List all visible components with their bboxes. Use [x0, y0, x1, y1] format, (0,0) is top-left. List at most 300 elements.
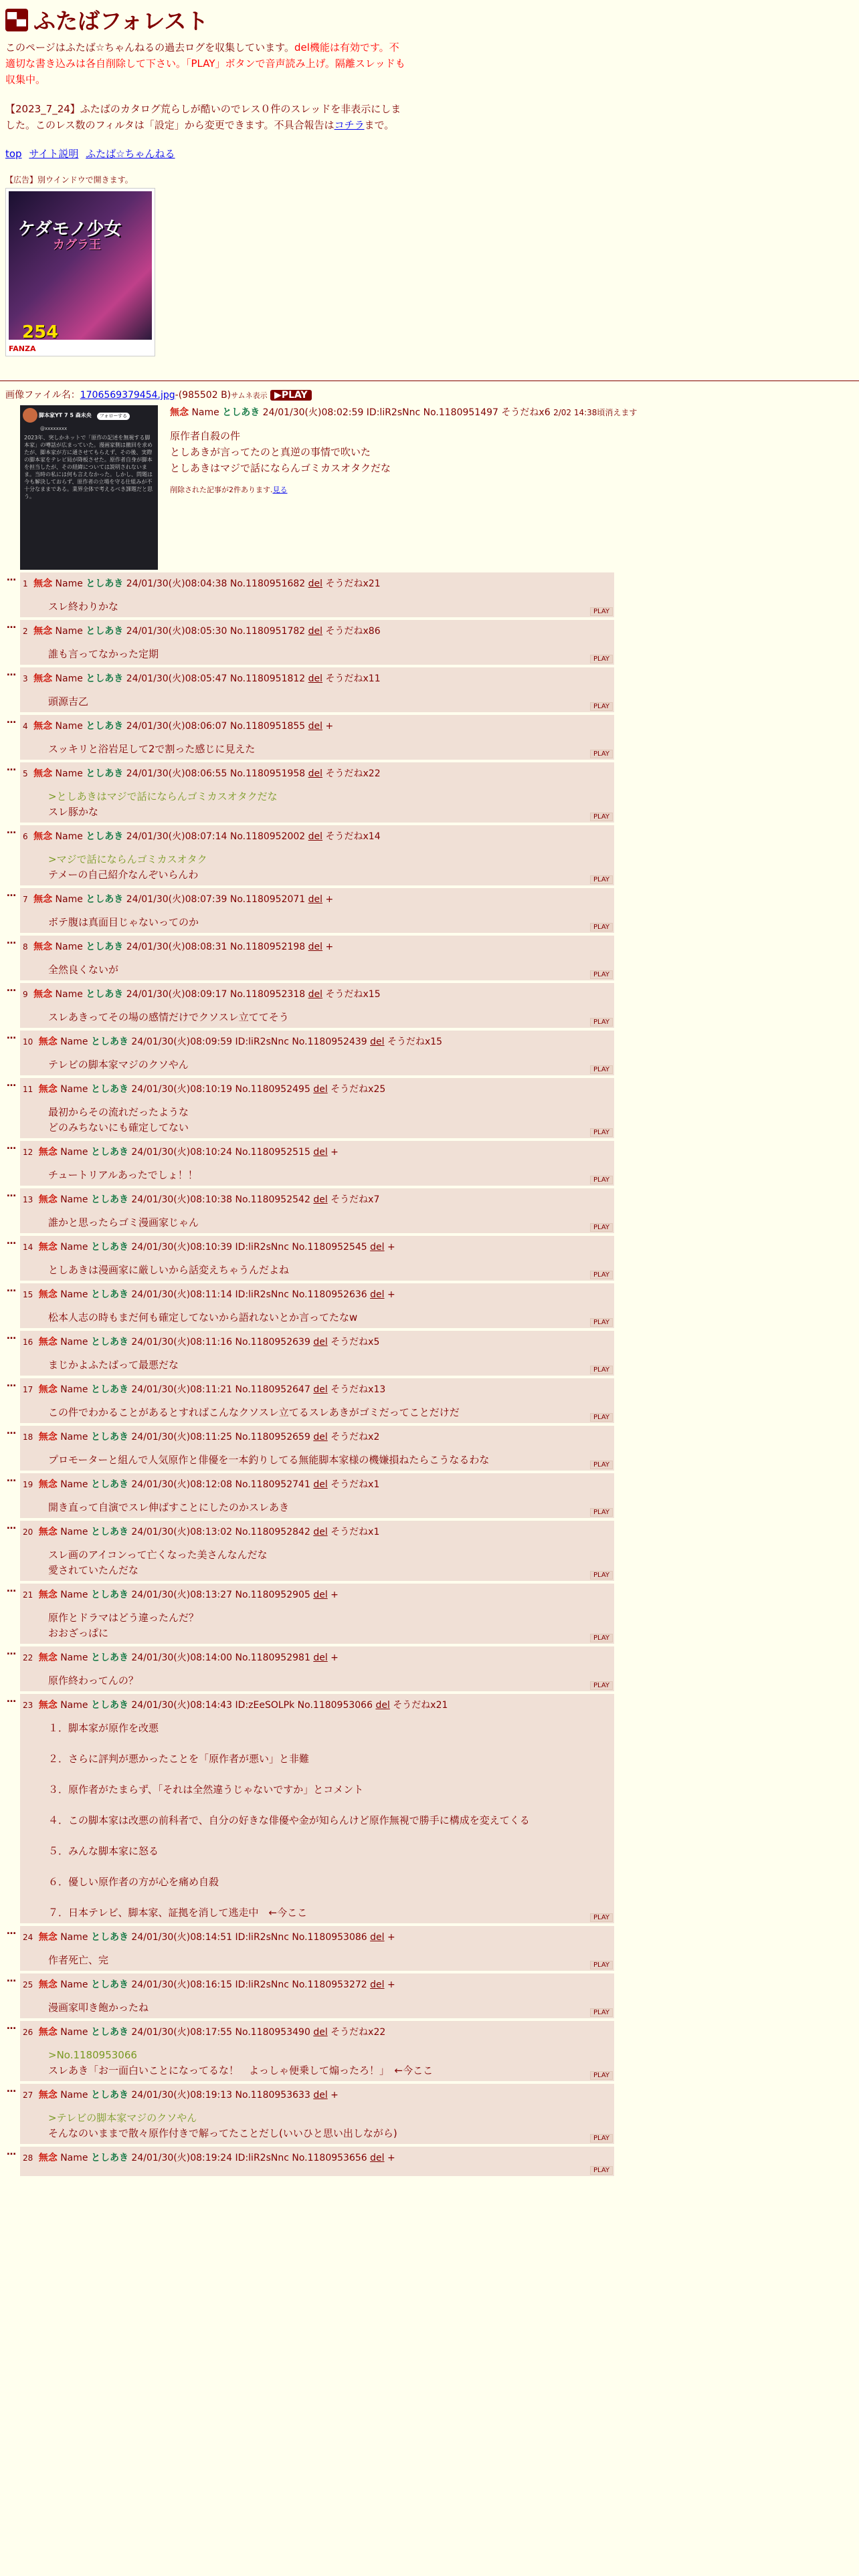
- reply-menu-icon[interactable]: …: [7, 1188, 16, 1199]
- reply-box: [20, 1926, 614, 1971]
- reply-name: としあき: [90, 1590, 128, 1600]
- del-link[interactable]: del: [313, 1590, 328, 1600]
- sodane-button[interactable]: そうだねx1: [330, 1527, 380, 1537]
- reply-menu-icon[interactable]: …: [7, 2021, 16, 2032]
- play-button[interactable]: PLAY: [590, 1271, 613, 1279]
- reply-line: [48, 1890, 614, 1905]
- reply-name-label: Name: [55, 626, 83, 637]
- sodane-button[interactable]: +: [387, 2153, 395, 2163]
- op-play-button[interactable]: ▶PLAY: [270, 390, 312, 401]
- reply-body: [48, 742, 614, 757]
- reply-subject: 無念: [38, 1084, 58, 1095]
- reply-line: 誰も言ってなかった定期: [48, 648, 159, 660]
- deleted-notice: 削除された記事が2件あります.見る: [170, 486, 288, 494]
- del-link[interactable]: del: [308, 578, 323, 589]
- reply-line: 頭源吉乙: [48, 695, 89, 708]
- ad-image[interactable]: [9, 191, 152, 340]
- reply-subject: 無念: [33, 942, 53, 952]
- reply-box: [20, 2147, 614, 2176]
- reply-body: [48, 2048, 614, 2078]
- sodane-button[interactable]: そうだねx15: [387, 1037, 443, 1047]
- reply-meta: 24/01/30(火)08:14:43 ID:zEeSOLPk No.1180953066: [131, 1700, 373, 1711]
- play-button[interactable]: PLAY: [590, 2008, 613, 2017]
- sodane-button[interactable]: +: [325, 942, 334, 952]
- play-button[interactable]: PLAY: [590, 607, 613, 616]
- del-link[interactable]: del: [313, 1432, 328, 1442]
- play-button[interactable]: PLAY: [590, 1571, 613, 1580]
- del-link[interactable]: del: [313, 1147, 328, 1158]
- play-button[interactable]: PLAY: [590, 1318, 613, 1327]
- reply-subject: 無念: [38, 1479, 58, 1490]
- sodane-button[interactable]: そうだねx1: [330, 1479, 380, 1490]
- reply: [7, 1141, 859, 1186]
- reply-name-label: Name: [60, 1700, 88, 1711]
- page-title: ふたばフォレスト: [33, 8, 209, 34]
- reply-name: としあき: [90, 1932, 128, 1943]
- reply-number: 9: [23, 990, 28, 999]
- sodane-button[interactable]: そうだねx21: [325, 578, 381, 589]
- play-button[interactable]: PLAY: [590, 1413, 613, 1422]
- op-sodane[interactable]: そうだねx6: [501, 407, 551, 418]
- intro-text: このページはふたば☆ちゃんねるの過去ログを収集しています。: [5, 41, 294, 53]
- reply: [7, 2084, 859, 2144]
- del-link[interactable]: del: [313, 1652, 328, 1663]
- reply: [7, 762, 859, 823]
- reply: [7, 2021, 859, 2081]
- reply-name-label: Name: [60, 1037, 88, 1047]
- reply-number: 17: [23, 1385, 33, 1394]
- reply-name-label: Name: [60, 1479, 88, 1490]
- play-button[interactable]: PLAY: [590, 1176, 613, 1184]
- sodane-button[interactable]: そうだねx7: [330, 1194, 380, 1205]
- reply-number: 8: [23, 942, 28, 952]
- op-file-link[interactable]: 1706569379454.jpg: [80, 390, 175, 401]
- reply: [7, 888, 859, 933]
- play-button[interactable]: PLAY: [590, 1681, 613, 1690]
- reply-menu-icon[interactable]: …: [7, 825, 16, 836]
- reply-menu-icon[interactable]: …: [7, 715, 16, 726]
- sodane-button[interactable]: そうだねx25: [330, 1084, 386, 1095]
- reply-name-label: Name: [60, 2027, 88, 2038]
- op-line: 原作者自殺の件: [170, 430, 241, 442]
- reply-meta: 24/01/30(火)08:14:51 ID:liR2sNnc No.1180953086: [131, 1932, 367, 1943]
- reply-name-label: Name: [55, 894, 83, 905]
- reply-box: [20, 1078, 614, 1138]
- reply-subject: 無念: [38, 1194, 58, 1205]
- ad-subtitle: カグラ王: [53, 238, 101, 252]
- sodane-button[interactable]: +: [325, 894, 334, 905]
- del-link[interactable]: del: [313, 1337, 328, 1348]
- reply-meta: 24/01/30(火)08:10:38 No.1180952542: [131, 1194, 310, 1205]
- reply-number: 13: [23, 1195, 33, 1204]
- update-text-end: まで。: [364, 119, 395, 131]
- reply-name-label: Name: [60, 1194, 88, 1205]
- reply: [7, 1283, 859, 1328]
- del-link[interactable]: del: [313, 2090, 328, 2101]
- reply-menu-icon[interactable]: …: [7, 1473, 16, 1484]
- op-post: [170, 405, 852, 495]
- sodane-button[interactable]: +: [387, 1289, 395, 1300]
- reply: [7, 2147, 859, 2176]
- reply-meta: 24/01/30(火)08:19:24 ID:liR2sNnc No.1180953656: [131, 2153, 367, 2163]
- del-link[interactable]: del: [313, 1194, 328, 1205]
- reply-name: としあき: [90, 1289, 128, 1300]
- op-text: [170, 428, 852, 476]
- reply: [7, 1646, 859, 1691]
- reply-subject: 無念: [38, 1527, 58, 1537]
- reply: [7, 715, 859, 760]
- reply-number: 28: [23, 2153, 33, 2163]
- reply: [7, 1584, 859, 1644]
- play-button[interactable]: PLAY: [590, 1961, 613, 1969]
- del-link[interactable]: del: [370, 1932, 385, 1943]
- reply-number: 16: [23, 1337, 33, 1347]
- play-button[interactable]: PLAY: [590, 1913, 613, 1922]
- op-thumbnail[interactable]: [20, 405, 158, 570]
- play-button[interactable]: PLAY: [590, 750, 613, 758]
- reply-body: [48, 1010, 614, 1025]
- reply-box: [20, 983, 614, 1028]
- reply-line: 原作終わってんの？: [48, 1675, 138, 1687]
- reply-name: としあき: [90, 1242, 128, 1253]
- reply-line: 松本人志の時もまだ何も確定してないから語れないとか言ってたなw: [48, 1311, 358, 1323]
- nav-futaba-link[interactable]: ふたば☆ちゃんねる: [86, 148, 175, 160]
- reply-meta: 24/01/30(火)08:05:30 No.1180951782: [126, 626, 306, 637]
- sodane-button[interactable]: そうだねx22: [330, 2027, 386, 2038]
- reply-name-label: Name: [60, 1242, 88, 1253]
- reply-menu-icon[interactable]: …: [7, 1646, 16, 1657]
- reply-box: [20, 1378, 614, 1423]
- ad-title: ケダモノ少女: [18, 219, 122, 239]
- sodane-button[interactable]: そうだねx86: [325, 626, 381, 637]
- play-button[interactable]: PLAY: [590, 1634, 613, 1642]
- reply-number: 24: [23, 1933, 33, 1942]
- reply: [7, 1926, 859, 1971]
- sodane-button[interactable]: +: [387, 1242, 395, 1253]
- reply-menu-icon[interactable]: …: [7, 762, 16, 773]
- site-update-note: [5, 101, 407, 133]
- del-link[interactable]: del: [308, 989, 323, 1000]
- nav-top-link[interactable]: top: [5, 148, 22, 160]
- thumb-body-text: 2023年、突しかネットで「原作の記述を無視する脚本家」の噂話が広まっていた。漫画家側は撤回を求めたが、脚本家が方に通させてもらえず、その後、実際の脚本家をテレビ局が降板させた。原作者自身が脚本を担当したが、その経緯については説明されないまま。当時の私には何も言えなかった。しかし、問題は今も解決しておらず、原作者の立場を守る仕組みが不十分なままである。業界全体で考えるべき課題だと思う。: [24, 435, 153, 500]
- del-link[interactable]: del: [313, 1084, 328, 1095]
- reply-name-label: Name: [60, 1979, 88, 1990]
- reply-box: [20, 936, 614, 980]
- reply-line: 全然良くないが: [48, 964, 119, 976]
- reply-box: [20, 1283, 614, 1328]
- intro-notice: del機能は有効です。不適切な書き込みは各自削除して下さい。「PLAY」ボタンで音声読み上げ。隔離スレッドも収集中。: [5, 41, 405, 86]
- reply-subject: 無念: [38, 1590, 58, 1600]
- reply-menu-icon[interactable]: …: [7, 572, 16, 583]
- play-button[interactable]: PLAY: [590, 875, 613, 884]
- sodane-button[interactable]: +: [330, 2090, 339, 2101]
- reply-box: [20, 2084, 614, 2144]
- reply: [7, 983, 859, 1028]
- play-button[interactable]: PLAY: [590, 923, 613, 932]
- reply-menu-icon[interactable]: …: [7, 1141, 16, 1152]
- play-button[interactable]: PLAY: [590, 1461, 613, 1469]
- play-button[interactable]: PLAY: [590, 970, 613, 979]
- reply-quote: >としあきはマジで話にならんゴミカスオタクだな: [48, 790, 278, 802]
- reply-body: [48, 1673, 614, 1689]
- reply-name-label: Name: [55, 768, 83, 779]
- reply-number: 21: [23, 1590, 33, 1600]
- reply-box: [20, 1694, 614, 1923]
- sodane-button[interactable]: そうだねx5: [330, 1337, 380, 1348]
- reply-meta: 24/01/30(火)08:06:07 No.1180951855: [126, 721, 306, 732]
- reply-number: 5: [23, 769, 28, 778]
- reply-box: [20, 1973, 614, 2018]
- sodane-button[interactable]: +: [387, 1932, 395, 1943]
- reply-name: としあき: [90, 1084, 128, 1095]
- play-button[interactable]: PLAY: [590, 2134, 613, 2143]
- reply-line: 愛されていたんだな: [48, 1564, 139, 1576]
- sodane-button[interactable]: +: [330, 1147, 339, 1158]
- reply-line: プロモーターと組んで人気原作と俳優を一本釣りしてる無能脚本家様の機嫌損ねたらこうなるわな: [48, 1454, 490, 1466]
- del-link[interactable]: del: [313, 1384, 328, 1395]
- play-button[interactable]: PLAY: [590, 813, 613, 821]
- board-logo-icon[interactable]: ▀▄: [5, 9, 28, 31]
- reply-subject: 無念: [38, 2153, 58, 2163]
- reply-body: [48, 1263, 614, 1278]
- reply-name: としあき: [86, 626, 124, 637]
- del-link[interactable]: del: [375, 1700, 390, 1711]
- nav-about-link[interactable]: サイト説明: [29, 148, 79, 160]
- reply-subject: 無念: [38, 1652, 58, 1663]
- play-button[interactable]: PLAY: [590, 1223, 613, 1232]
- reply-meta: 24/01/30(火)08:06:55 No.1180951958: [126, 768, 306, 779]
- del-link[interactable]: del: [308, 831, 323, 842]
- reply-body: [48, 1168, 614, 1183]
- reply-line: [48, 1798, 614, 1813]
- reply-menu-icon[interactable]: …: [7, 667, 16, 678]
- reply-line: 開き直って自演でスレ伸ばすことにしたのかスレあき: [48, 1501, 290, 1513]
- reply: [7, 936, 859, 980]
- reply: [7, 620, 859, 665]
- reply-name-label: Name: [60, 1084, 88, 1095]
- reply: [7, 572, 859, 617]
- reply-body: [48, 599, 614, 615]
- reply-menu-icon[interactable]: …: [7, 1973, 16, 1984]
- deleted-view-link[interactable]: 見る: [272, 486, 288, 494]
- reply-meta: 24/01/30(火)08:04:38 No.1180951682: [126, 578, 306, 589]
- reply-name: としあき: [86, 989, 124, 1000]
- del-link[interactable]: del: [308, 942, 323, 952]
- reply-line: としあきは漫画家に厳しいから話変えちゃうんだよね: [48, 1264, 290, 1276]
- reply-menu-icon[interactable]: …: [7, 620, 16, 631]
- reply-menu-icon[interactable]: …: [7, 1378, 16, 1389]
- op-expire: 2/02 14:38頃消えます: [553, 408, 638, 417]
- reply-meta: 24/01/30(火)08:07:14 No.1180952002: [126, 831, 306, 842]
- play-button[interactable]: PLAY: [590, 2071, 613, 2080]
- reply-number: 7: [23, 895, 28, 904]
- reply-name-label: Name: [60, 1432, 88, 1442]
- del-link[interactable]: del: [308, 626, 323, 637]
- reply-name-label: Name: [55, 673, 83, 684]
- reply-line: おおざっぱに: [48, 1627, 109, 1639]
- reply-name: としあき: [90, 1337, 128, 1348]
- reply-body: [48, 789, 614, 820]
- reply-name-label: Name: [60, 1527, 88, 1537]
- reply-body: [48, 915, 614, 930]
- reply-box: [20, 1031, 614, 1075]
- reply-quote: >テレビの脚本家マジのクソやん: [48, 2112, 197, 2124]
- ad-banner[interactable]: [5, 188, 155, 356]
- reply-name: としあき: [86, 721, 124, 732]
- reply-menu-icon[interactable]: …: [7, 2147, 16, 2157]
- reply-name-label: Name: [60, 1147, 88, 1158]
- page-header: [0, 0, 859, 356]
- reply: [7, 1973, 859, 2018]
- reply-menu-icon[interactable]: …: [7, 1078, 16, 1089]
- reply: [7, 1078, 859, 1138]
- del-link[interactable]: del: [313, 2027, 328, 2038]
- del-link[interactable]: del: [308, 673, 323, 684]
- reply-box: [20, 572, 614, 617]
- play-button[interactable]: PLAY: [590, 1366, 613, 1374]
- reply-body: [48, 1215, 614, 1230]
- thumb-follow: フォローする: [97, 413, 130, 420]
- thumb-note: サムネ表示: [231, 391, 268, 400]
- sodane-button[interactable]: そうだねx11: [325, 673, 381, 684]
- reply-meta: 24/01/30(火)08:11:16 No.1180952639: [131, 1337, 310, 1348]
- reply-box: [20, 667, 614, 712]
- thumb-username: 脚本家YT 7 5 森未央: [39, 412, 92, 419]
- reply-menu-icon[interactable]: …: [7, 1521, 16, 1531]
- reply-menu-icon[interactable]: …: [7, 1283, 16, 1294]
- sodane-button[interactable]: そうだねx2: [330, 1432, 380, 1442]
- reply-subject: 無念: [38, 2027, 58, 2038]
- reply-number: 6: [23, 832, 28, 841]
- reply-name-label: Name: [60, 2153, 88, 2163]
- reply-line: ２．さらに評判が悪かったことを「原作者が悪い」と非難: [48, 1753, 310, 1765]
- reply-line: ３．原作者がたまらず、「それは全然違うじゃないですか」とコメント: [48, 1784, 364, 1796]
- reply-name: としあき: [90, 1479, 128, 1490]
- play-button[interactable]: PLAY: [590, 1065, 613, 1074]
- play-button[interactable]: PLAY: [590, 1018, 613, 1027]
- reply-number: 14: [23, 1243, 33, 1252]
- reply-subject: 無念: [38, 2090, 58, 2101]
- reply-subject: 無念: [38, 1037, 58, 1047]
- reply-body: [48, 1057, 614, 1073]
- reply-box: [20, 1331, 614, 1376]
- reply-line: チュートリアルあったでしょ！！: [48, 1169, 198, 1181]
- reply-menu-icon[interactable]: …: [7, 1584, 16, 1594]
- reply-menu-icon[interactable]: …: [7, 2084, 16, 2095]
- reply-name: としあき: [90, 2090, 128, 2101]
- reply-name-label: Name: [55, 578, 83, 589]
- op-meta: 24/01/30(火)08:02:59 ID:liR2sNnc No.1180951497: [262, 407, 498, 418]
- del-link[interactable]: del: [370, 1289, 385, 1300]
- del-link[interactable]: del: [370, 1979, 385, 1990]
- del-link[interactable]: del: [370, 1242, 385, 1253]
- reply-line: ４．この脚本家は改悪の前科者で、自分の好きな俳優や金が知らんけど原作無視で勝手に構成を変えてくる: [48, 1814, 530, 1826]
- sodane-button[interactable]: そうだねx21: [393, 1700, 448, 1711]
- reply: [7, 1426, 859, 1471]
- sodane-button[interactable]: +: [330, 1590, 339, 1600]
- reply-line: 誰かと思ったらゴミ漫画家じゃん: [48, 1216, 199, 1228]
- reply-menu-icon[interactable]: …: [7, 983, 16, 994]
- reply-name: としあき: [90, 1700, 128, 1711]
- sodane-button[interactable]: そうだねx22: [325, 768, 381, 779]
- sodane-button[interactable]: +: [325, 721, 334, 732]
- reply-meta: 24/01/30(火)08:14:00 No.1180952981: [131, 1652, 310, 1663]
- reply-number: 23: [23, 1701, 33, 1710]
- sodane-button[interactable]: そうだねx15: [325, 989, 381, 1000]
- play-button[interactable]: PLAY: [590, 1128, 613, 1137]
- op-file-info: [5, 388, 859, 401]
- reply-box: [20, 762, 614, 823]
- reply-menu-icon[interactable]: …: [7, 1926, 16, 1937]
- reply-meta: 24/01/30(火)08:11:25 No.1180952659: [131, 1432, 310, 1442]
- reply-meta: 24/01/30(火)08:08:31 No.1180952198: [126, 942, 306, 952]
- del-link[interactable]: del: [313, 1527, 328, 1537]
- report-link[interactable]: コチラ: [334, 119, 365, 131]
- play-button[interactable]: PLAY: [590, 702, 613, 711]
- del-link[interactable]: del: [370, 2153, 385, 2163]
- reply-subject: 無念: [33, 578, 53, 589]
- op-name: としあき: [222, 407, 260, 418]
- reply-name: としあき: [90, 1527, 128, 1537]
- reply-subject: 無念: [33, 989, 53, 1000]
- reply-body: [48, 1310, 614, 1325]
- op-line: としあきはマジで話にならんゴミカスオタクだな: [170, 462, 391, 474]
- reply-number: 15: [23, 1290, 33, 1299]
- sodane-button[interactable]: そうだねx13: [330, 1384, 386, 1395]
- sodane-button[interactable]: +: [330, 1652, 339, 1663]
- reply-menu-icon[interactable]: …: [7, 888, 16, 899]
- reply-meta: 24/01/30(火)08:13:27 No.1180952905: [131, 1590, 310, 1600]
- play-button[interactable]: PLAY: [590, 2166, 613, 2175]
- reply-line: ６．優しい原作者の方が心を痛め自殺: [48, 1876, 219, 1888]
- reply-menu-icon[interactable]: …: [7, 1236, 16, 1247]
- thumb-handle: @xxxxxxxx: [40, 426, 68, 431]
- ad-count: 254: [22, 322, 59, 342]
- reply-body: [48, 1721, 614, 1921]
- del-link[interactable]: del: [308, 894, 323, 905]
- reply-subject: 無念: [38, 1337, 58, 1348]
- reply-box: [20, 620, 614, 665]
- del-link[interactable]: del: [308, 768, 323, 779]
- del-link[interactable]: del: [370, 1037, 385, 1047]
- reply-body: [48, 1453, 614, 1468]
- reply-name: としあき: [86, 578, 124, 589]
- reply-menu-icon[interactable]: …: [7, 1031, 16, 1041]
- reply-name-label: Name: [55, 942, 83, 952]
- reply-subject: 無念: [38, 1289, 58, 1300]
- reply-number: 12: [23, 1148, 33, 1157]
- play-button[interactable]: PLAY: [590, 655, 613, 663]
- reply-box: [20, 825, 614, 885]
- reply-quote: >No.1180953066: [48, 2049, 137, 2061]
- reply-name: としあき: [90, 1194, 128, 1205]
- reply-menu-icon[interactable]: …: [7, 936, 16, 946]
- reply-menu-icon[interactable]: …: [7, 1694, 16, 1705]
- reply: [7, 1473, 859, 1518]
- reply: [7, 1236, 859, 1281]
- sodane-button[interactable]: そうだねx14: [325, 831, 381, 842]
- reply-number: 10: [23, 1037, 33, 1047]
- sodane-button[interactable]: +: [387, 1979, 395, 1990]
- reply-menu-icon[interactable]: …: [7, 1331, 16, 1341]
- reply-line: ボテ腹は真面目じゃないってのか: [48, 916, 199, 928]
- play-button[interactable]: PLAY: [590, 1508, 613, 1517]
- del-link[interactable]: del: [308, 721, 323, 732]
- reply-body: [48, 1610, 614, 1641]
- del-link[interactable]: del: [313, 1479, 328, 1490]
- reply-menu-icon[interactable]: …: [7, 1426, 16, 1436]
- reply-line: 漫画家叩き飽かったね: [48, 2002, 149, 2014]
